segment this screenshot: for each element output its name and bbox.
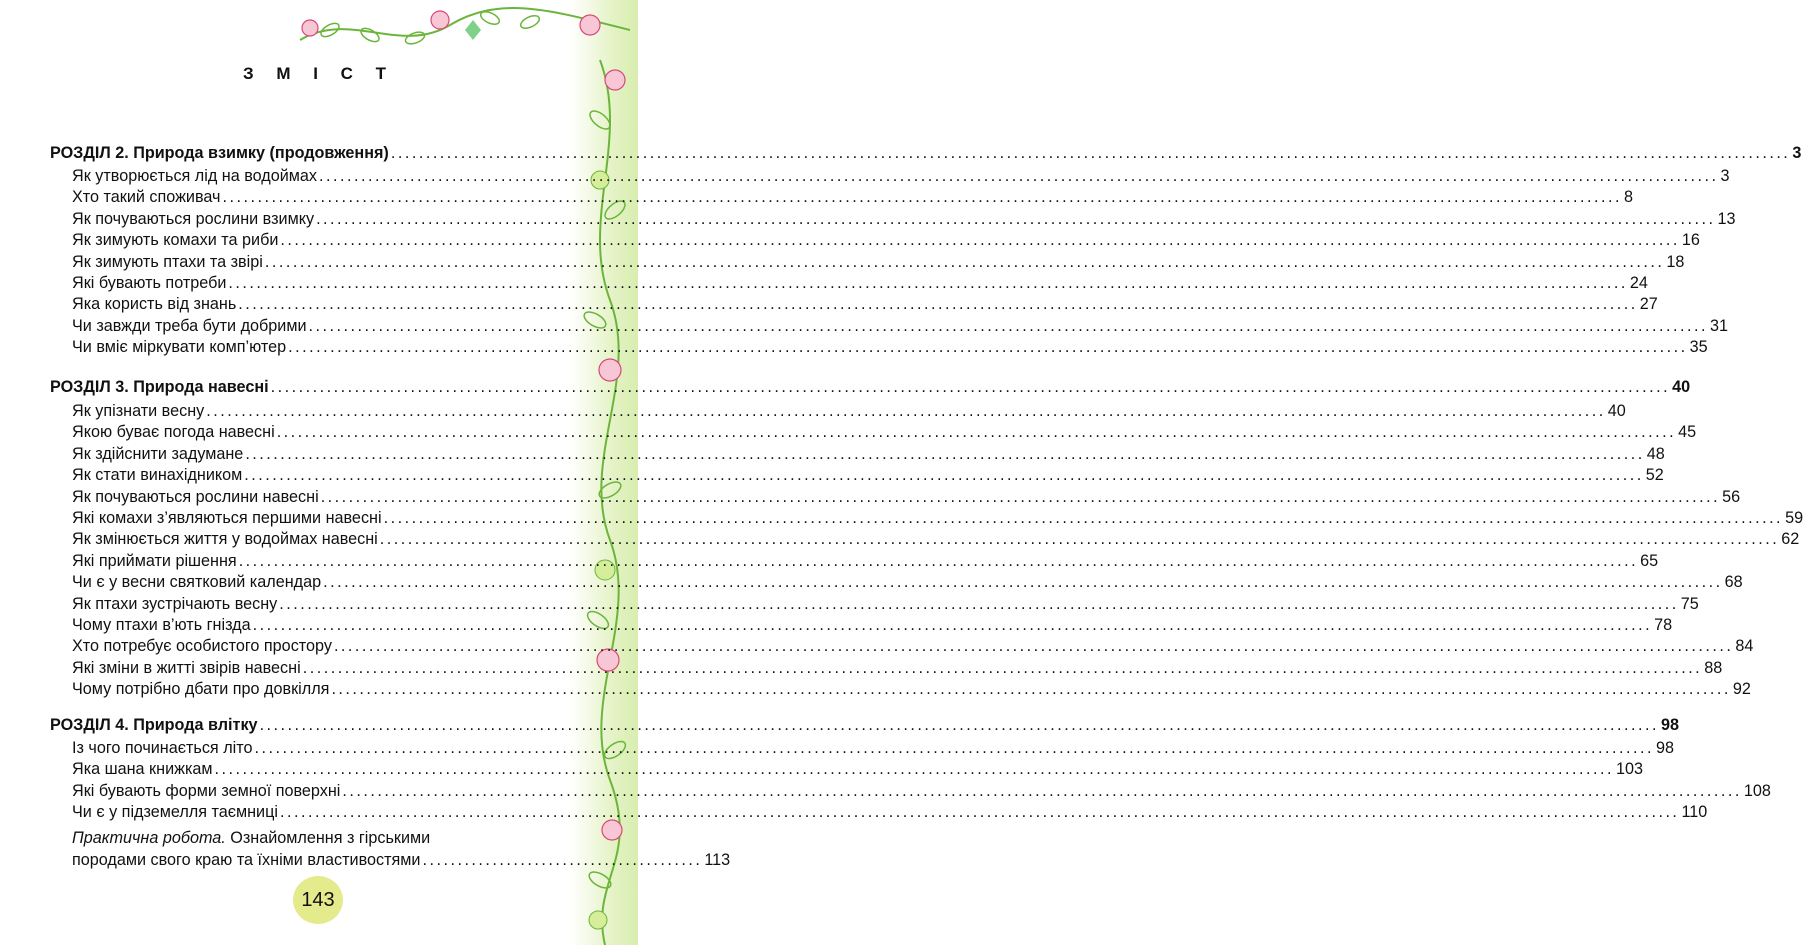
dot-leader: ........................................................................................................................................................................................................: [316, 209, 1716, 228]
toc-item-label: Чи є у підземелля таємниці: [72, 803, 278, 822]
toc-item-page: 98: [1655, 739, 1674, 757]
toc-item-page: 84: [1735, 637, 1754, 656]
toc-item: [72, 802, 1708, 822]
toc-item-page: 110: [1681, 803, 1708, 822]
toc-item-page: 3: [1720, 167, 1730, 185]
section-heading-label: РОЗДІЛ 4. Природа влітку: [50, 716, 258, 734]
toc-item-page: 40: [1607, 402, 1626, 420]
dot-leader: ........................................................................................................................................................................................................: [254, 739, 1654, 757]
dot-leader: ........................................................................................................................................................................................................: [244, 466, 1644, 485]
toc-item-page: 35: [1689, 338, 1708, 357]
dot-leader: ........................................................................................................................................................................................................: [259, 716, 1660, 734]
toc-item-page: 88: [1704, 658, 1723, 677]
toc-item-label: Як почуваються рослини навесні: [72, 487, 319, 506]
practical-prefix: Практична робота.: [72, 829, 226, 847]
toc-item-page: 8: [1623, 188, 1633, 207]
toc-item-page: 108: [1743, 781, 1771, 800]
dot-leader: ........................................................................................................................................................................................................: [264, 252, 1665, 271]
practical-work-entry: Практична робота. Ознайомлення з гірськими породами свого краю та їхніми властивостями ........................................ 113: [72, 829, 731, 869]
toc-item: [72, 166, 1730, 186]
toc-item-label: Які бувають потреби: [72, 274, 227, 292]
dot-leader: ........................................................................................................................................................................................................: [302, 658, 1703, 677]
toc-item: [72, 230, 1700, 250]
dot-leader: ........................................................................................................................................................................................................: [238, 551, 1639, 570]
toc-item-label: Чи завжди треба бути добрими: [72, 316, 307, 335]
toc-item-page: 48: [1646, 444, 1665, 463]
toc-item: [72, 615, 1673, 635]
toc-item: [72, 187, 1633, 207]
toc-item-label: Як зимують комахи та риби: [72, 231, 279, 250]
practical-line1: Ознайомлення з гірськими: [225, 829, 431, 847]
dot-leader: ........................................................................................................................................................................................................: [238, 295, 1638, 314]
toc-item: [72, 759, 1644, 779]
toc-item: [72, 508, 1803, 528]
dot-leader: ........................................................................................................................................................................................................: [320, 487, 1721, 506]
toc-item: [72, 444, 1665, 464]
toc-item: [72, 401, 1626, 421]
toc-item-label: Як стати винахідником: [72, 466, 243, 485]
toc-item-label: Які приймати рішення: [72, 551, 237, 570]
toc-item-page: 18: [1666, 252, 1685, 271]
toc-item: [72, 337, 1708, 357]
toc-item-label: Які комахи з’являються першими навесні: [72, 509, 382, 527]
section-heading: [50, 143, 1802, 163]
toc-item-label: Як змінюється життя у водоймах навесні: [72, 530, 378, 549]
toc-item-label: Як утворюється лід на водоймах: [72, 167, 318, 185]
section-heading-label: РОЗДІЛ 2. Природа взимку (продовження): [50, 144, 389, 162]
toc-item-label: Як здійснити задумане: [72, 444, 244, 463]
dot-leader: ........................................................................................................................................................................................................: [222, 188, 1622, 207]
toc-item-page: 27: [1639, 295, 1658, 314]
dot-leader: ........................................................................................................................................................................................................: [331, 680, 1731, 699]
dot-leader: ........................................................................................................................................................................................................: [319, 167, 1719, 185]
toc-item-page: 65: [1640, 551, 1659, 570]
toc-item-page: 45: [1678, 423, 1697, 442]
dot-leader: ........................................................................................................................................................................................................: [342, 781, 1742, 800]
toc-item: [72, 487, 1741, 507]
toc-item-page: 13: [1717, 209, 1736, 228]
toc-item-page: 59: [1785, 509, 1803, 527]
toc-item: [72, 551, 1659, 571]
dot-leader: ........................................................................................................................................................................................................: [390, 144, 1791, 162]
dot-leader: ........................................................................................................................................................................................................: [270, 378, 1671, 396]
toc-item-page: 62: [1781, 530, 1800, 549]
toc-item-page: 68: [1724, 573, 1743, 592]
dot-leader: ........................................................................................................................................................................................................: [228, 274, 1628, 292]
toc-item-label: Із чого починається літо: [72, 739, 253, 757]
toc-item: [72, 465, 1664, 485]
dot-leader: ........................................................................................................................................................................................................: [323, 573, 1723, 592]
toc-item: [72, 781, 1771, 801]
toc-item-page: 103: [1616, 760, 1644, 779]
dot-leader: ........................................................................................................................................................................................................: [279, 803, 1680, 822]
toc-item-label: Яка шана книжкам: [72, 760, 213, 779]
section-heading: [50, 377, 1691, 397]
toc-item-page: 24: [1629, 274, 1648, 292]
toc-item: [72, 422, 1697, 442]
page-title: З М І С Т: [242, 64, 396, 83]
toc-item: [72, 316, 1729, 336]
dot-leader: ........................................................................................................................................................................................................: [308, 316, 1709, 335]
toc-item-label: Як птахи зустрічають весну: [72, 594, 278, 613]
toc-item-label: Хто такий споживач: [72, 188, 221, 207]
toc-item: [72, 658, 1723, 678]
dot-leader: ........................................................................................................................................................................................................: [333, 637, 1734, 656]
dot-leader: ........................................................................................................................................................................................................: [280, 231, 1680, 250]
toc-item: [72, 252, 1685, 272]
toc-item-page: 56: [1722, 487, 1741, 506]
toc-item-page: 75: [1680, 594, 1699, 613]
toc-item-label: Чому птахи в’ють гнізда: [72, 616, 251, 634]
toc-item-label: Які зміни в житті звірів навесні: [72, 658, 301, 677]
toc-item-page: 78: [1654, 616, 1673, 634]
toc-item: [72, 273, 1648, 293]
toc-item-label: Хто потребує особистого простору: [72, 637, 332, 656]
toc-item-label: Чому потрібно дбати про довкілля: [72, 680, 330, 699]
toc-item-page: 16: [1681, 231, 1700, 250]
dot-leader: ........................................................................................................................................................................................................: [214, 760, 1615, 779]
section-heading-page: 3: [1792, 144, 1802, 162]
toc-item-page: 52: [1645, 466, 1664, 485]
section-heading: [50, 715, 1680, 735]
dot-leader: ........................................................................................................................................................................................................: [279, 594, 1679, 613]
page-number-badge: 143: [293, 876, 343, 924]
toc-item: [72, 636, 1754, 656]
dot-leader: ........................................................................................................................................................................................................: [383, 509, 1784, 527]
toc-item-label: Як упізнати весну: [72, 402, 205, 420]
toc-item-label: Яка користь від знань: [72, 295, 237, 314]
toc-item: [72, 294, 1658, 314]
toc-item: [72, 529, 1800, 549]
practical-line2: породами свого краю та їхніми властивостями: [72, 851, 421, 869]
toc-item-label: Як зимують птахи та звірі: [72, 252, 263, 271]
toc-item-label: Якою буває погода навесні: [72, 423, 275, 442]
dot-leader: ........................................................................................................................................................................................................: [245, 444, 1645, 463]
dot-leader: ........................................................................................................................................................................................................: [276, 423, 1677, 442]
toc-item-label: Які бувають форми земної поверхні: [72, 781, 341, 800]
toc-item: [72, 594, 1699, 614]
section-heading-page: 98: [1661, 716, 1680, 734]
section-heading-label: РОЗДІЛ 3. Природа навесні: [50, 378, 269, 396]
toc-item: [72, 209, 1736, 229]
dot-leader: ........................................................................................................................................................................................................: [206, 402, 1606, 420]
toc-item-page: 92: [1732, 680, 1751, 699]
toc-item-label: Чи вміє міркувати комп’ютер: [72, 338, 287, 357]
dot-leader: ........................................................................................................................................................................................................: [379, 530, 1780, 549]
toc-item-label: Чи є у весни святковий календар: [72, 573, 322, 592]
practical-page: 113: [704, 851, 731, 869]
section-heading-page: 40: [1672, 378, 1691, 396]
dot-leader: ........................................................................................................................................................................................................: [252, 616, 1653, 634]
toc-item: [72, 738, 1674, 758]
toc-item: [72, 572, 1743, 592]
toc-item-page: 31: [1710, 316, 1729, 335]
toc-item-label: Як почуваються рослини взимку: [72, 209, 315, 228]
dot-leader: ........................................................................................................................................................................................................: [288, 338, 1688, 357]
toc-item: [72, 679, 1751, 699]
